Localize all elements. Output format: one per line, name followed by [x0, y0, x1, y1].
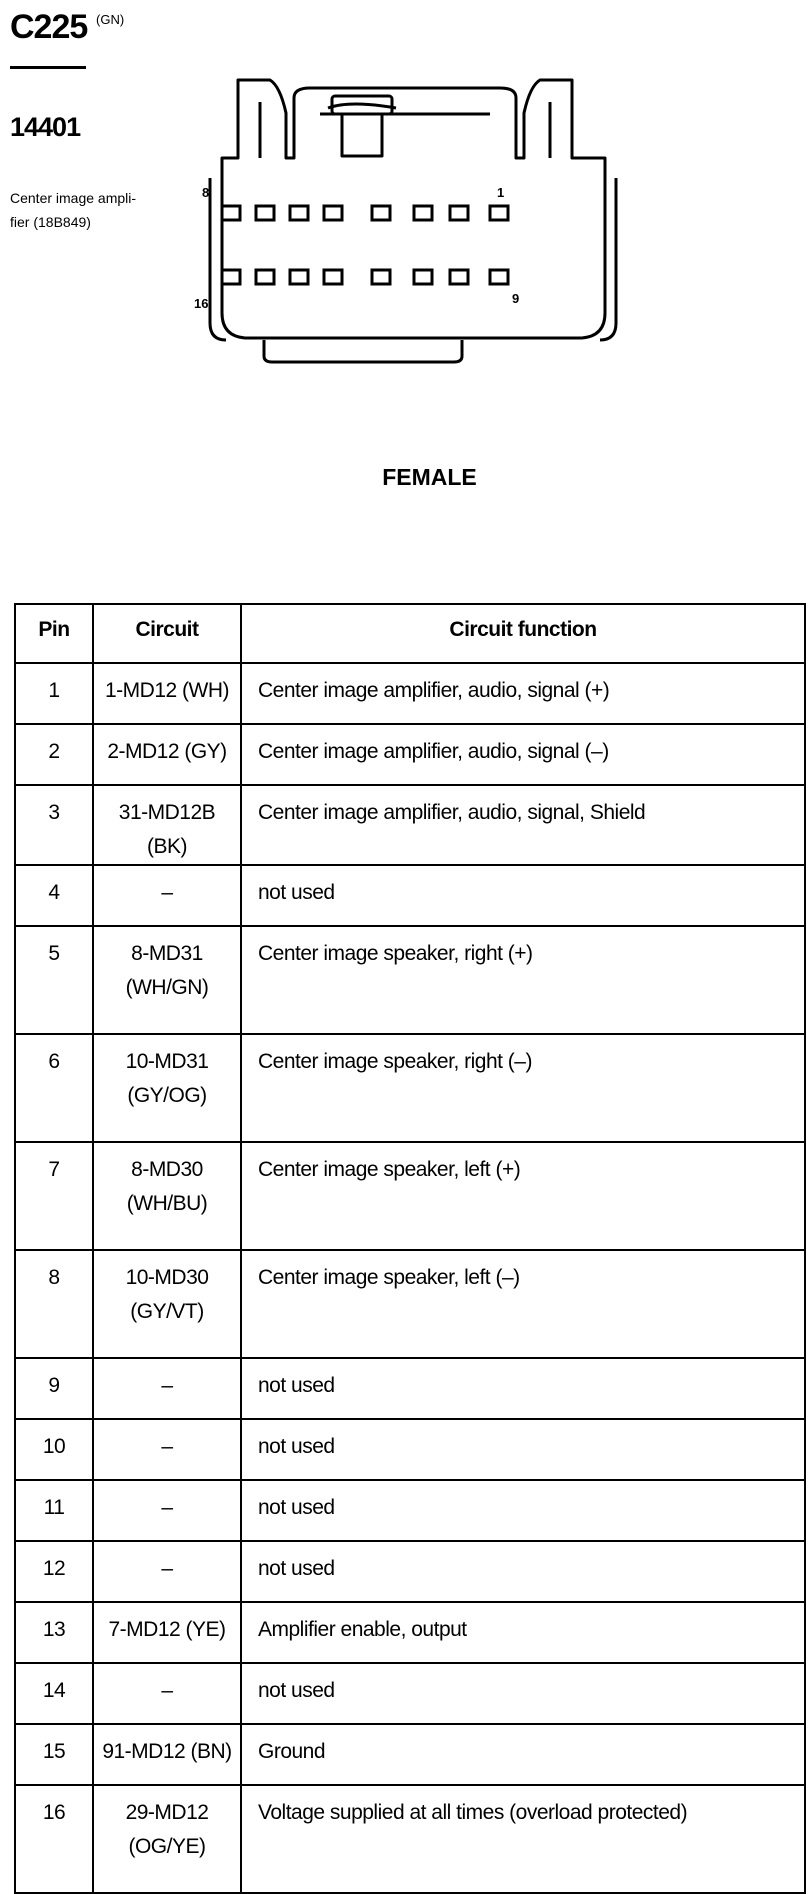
cavity-row-top — [222, 206, 508, 220]
function-cell: not used — [241, 1358, 805, 1419]
function-cell: Center image speaker, right (–) — [241, 1034, 805, 1142]
circuit-cell: 10-MD31 (GY/OG) — [93, 1034, 241, 1142]
pin-label-top-right: 1 — [497, 185, 505, 200]
table-row — [15, 663, 805, 724]
table-row — [15, 1785, 805, 1893]
pin-label-bottom-right: 9 — [512, 291, 520, 306]
circuit-cell: 7-MD12 (YE) — [93, 1602, 241, 1663]
table-row — [15, 1419, 805, 1480]
pin-cell: 12 — [15, 1541, 93, 1602]
pin-cell: 4 — [15, 865, 93, 926]
pin-cell: 7 — [15, 1142, 93, 1250]
function-cell: Center image amplifier, audio, signal, Shield — [241, 785, 805, 865]
circuit-cell: 29-MD12 (OG/YE) — [93, 1785, 241, 1893]
function-cell: Voltage supplied at all times (overload protected) — [241, 1785, 805, 1893]
table-row — [15, 724, 805, 785]
circuit-cell: 31-MD12B (BK) — [93, 785, 241, 865]
function-cell: Center image amplifier, audio, signal (+) — [241, 663, 805, 724]
circuit-cell: 2-MD12 (GY) — [93, 724, 241, 785]
pin-cell: 14 — [15, 1663, 93, 1724]
circuit-cell: 1-MD12 (WH) — [93, 663, 241, 724]
function-cell: Center image amplifier, audio, signal (–) — [241, 724, 805, 785]
table-row — [15, 1142, 805, 1250]
pin-cell: 8 — [15, 1250, 93, 1358]
connector-gender: FEMALE — [382, 464, 477, 490]
part-number: 14401 — [10, 112, 81, 142]
table-row — [15, 1602, 805, 1663]
title-underline — [10, 66, 86, 69]
circuit-cell: 8-MD31 (WH/GN) — [93, 926, 241, 1034]
pin-cell: 6 — [15, 1034, 93, 1142]
pin-cell: 11 — [15, 1480, 93, 1541]
pinout-table — [14, 603, 806, 1894]
table-row — [15, 1663, 805, 1724]
table-row — [15, 865, 805, 926]
table-header-row — [15, 604, 805, 663]
function-cell: Ground — [241, 1724, 805, 1785]
connector-face-diagram — [194, 78, 620, 418]
circuit-cell: 10-MD30 (GY/VT) — [93, 1250, 241, 1358]
circuit-cell: – — [93, 1663, 241, 1724]
circuit-cell: – — [93, 865, 241, 926]
connector-description: Center image ampli- fier (18B849) — [10, 190, 137, 230]
table-row — [15, 1250, 805, 1358]
function-cell: Center image speaker, left (–) — [241, 1250, 805, 1358]
pin-cell: 2 — [15, 724, 93, 785]
header-function: Circuit function — [241, 604, 805, 663]
circuit-cell: – — [93, 1480, 241, 1541]
function-cell: not used — [241, 1419, 805, 1480]
pin-cell: 3 — [15, 785, 93, 865]
connector-color: (GN) — [96, 12, 125, 27]
bottom-tab — [264, 340, 462, 362]
circuit-cell: – — [93, 1358, 241, 1419]
circuit-cell: 8-MD30 (WH/BU) — [93, 1142, 241, 1250]
table-row — [15, 1541, 805, 1602]
pin-cell: 5 — [15, 926, 93, 1034]
table-row — [15, 926, 805, 1034]
circuit-cell: – — [93, 1541, 241, 1602]
table-row — [15, 1480, 805, 1541]
pin-cell: 13 — [15, 1602, 93, 1663]
table-row — [15, 1034, 805, 1142]
pin-cell: 1 — [15, 663, 93, 724]
function-cell: not used — [241, 1480, 805, 1541]
function-cell: Center image speaker, left (+) — [241, 1142, 805, 1250]
pin-cell: 10 — [15, 1419, 93, 1480]
header-circuit: Circuit — [93, 604, 241, 663]
table-row — [15, 1724, 805, 1785]
pin-cell: 16 — [15, 1785, 93, 1893]
cavity-row-bottom — [222, 270, 508, 284]
pin-label-bottom-left: 16 — [194, 296, 209, 311]
function-cell: not used — [241, 865, 805, 926]
connector-id: C225 — [10, 8, 88, 46]
circuit-cell: 91-MD12 (BN) — [93, 1724, 241, 1785]
pin-label-top-left: 8 — [202, 185, 210, 200]
function-cell: not used — [241, 1541, 805, 1602]
header-pin: Pin — [15, 604, 93, 663]
function-cell: Center image speaker, right (+) — [241, 926, 805, 1034]
table-row — [15, 1358, 805, 1419]
table-row — [15, 785, 805, 865]
circuit-cell: – — [93, 1419, 241, 1480]
pin-cell: 15 — [15, 1724, 93, 1785]
function-cell: not used — [241, 1663, 805, 1724]
function-cell: Amplifier enable, output — [241, 1602, 805, 1663]
pin-cell: 9 — [15, 1358, 93, 1419]
